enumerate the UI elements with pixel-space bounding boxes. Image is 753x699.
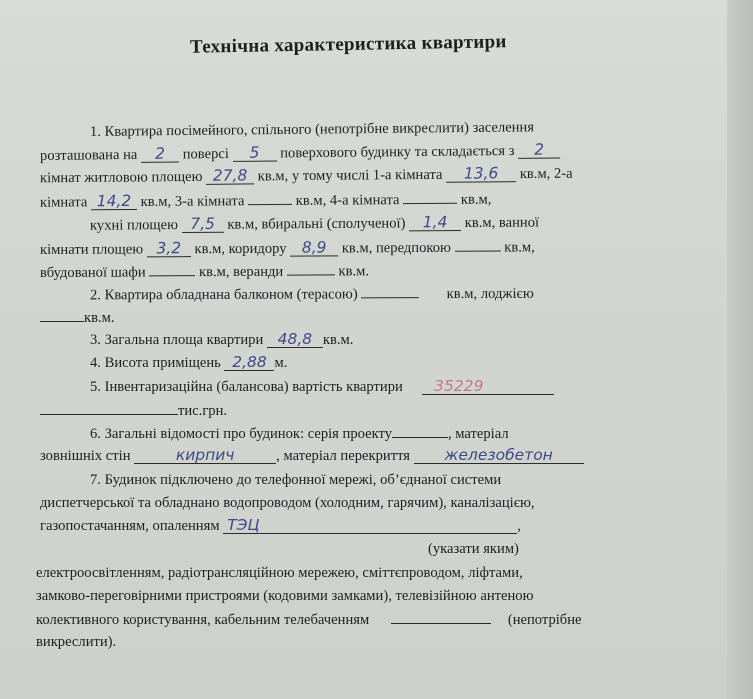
text: газопостачанням, опаленням [40,518,220,534]
text: кв.м, [504,239,535,256]
line-17 [40,495,753,512]
line-5 [90,212,753,234]
text: кв.м, коридору [194,240,287,258]
text: кімната [39,194,88,211]
field-floor-material[interactable]: железобетон [414,448,584,464]
text: електроосвітленням, радіотрансляційною мережею, сміттєпроводом, ліфтами, [36,565,523,581]
field-height[interactable]: 2,88 [224,355,274,371]
line-13 [40,402,753,420]
line-23 [36,634,753,651]
text: кухні площею [89,217,179,234]
text: викреслити). [36,634,117,650]
field-rooms[interactable]: 2 [518,142,560,158]
text: розташована на [39,146,138,164]
text: кв.м, лоджією [446,285,534,303]
text: поверсі [182,145,229,163]
line-7 [40,260,753,282]
field-floors-total[interactable]: 5 [232,145,276,161]
text: кв.м, передпокою [341,239,451,257]
field-inventory-value[interactable]: 35229 [422,379,554,395]
text: замково-переговірними пристроями (кодовими замками), телевізійною антеною [36,588,534,604]
text: кв.м, 4-а кімната [295,192,400,209]
line-4 [40,188,753,211]
line-18 [40,518,753,535]
text: , матеріал перекриття [276,448,410,464]
text: м. [274,355,288,371]
line-3 [40,164,753,188]
line-21 [36,588,753,605]
field-balcony[interactable] [361,285,419,298]
text: диспетчерської та обладнано водопроводом (холодним, гарячим), каналізацією, [40,495,535,511]
field-kitchen[interactable]: 7,5 [182,217,224,233]
line-10 [90,332,753,349]
line-8 [90,284,753,305]
field-toilet[interactable]: 1,4 [409,215,461,231]
text: 4. Висота приміщень [90,355,221,371]
text: кв.м, ванної [464,214,540,232]
text: кв.м, 3-а кімната [140,193,245,210]
line-6 [40,237,753,259]
text: , [517,518,521,534]
field-bathroom[interactable]: 3,2 [147,241,191,257]
line-14 [90,425,753,443]
text: 5. Інвентаризаційна (балансова) вартість квартири [90,379,403,395]
text: тис.грн. [178,403,228,419]
field-project-series[interactable] [392,425,448,438]
text: 2. Квартира обладнана балконом (терасою) [89,286,358,304]
line-12 [90,379,753,396]
text: (указати яким) [428,541,519,557]
field-total-area[interactable]: 48,8 [267,332,323,348]
line-19 [428,541,753,558]
text: 1. Квартира посімейного, спільного (непотрібне викреслити) заселення [89,119,535,140]
field-inventory-value-cont[interactable] [40,402,178,415]
field-wall-material[interactable]: кирпич [134,448,276,464]
page-title: Технічна характеристика квартири [189,31,507,58]
text: кв.м. [84,310,115,326]
text: 3. Загальна площа квартири [90,332,264,348]
field-veranda[interactable] [287,262,335,275]
text: колективного користування, кабельним телебаченням [36,612,370,628]
line-1 [90,116,753,141]
field-wardrobe[interactable] [149,263,195,276]
text: , матеріал [448,426,509,442]
field-hallway[interactable] [455,239,501,252]
text: кв.м, у тому числі 1-а кімната [257,166,443,185]
field-heating[interactable]: ТЭЦ [223,518,517,534]
line-2 [40,140,753,165]
line-16 [90,472,753,489]
field-loggia[interactable] [40,309,84,322]
field-room-1[interactable]: 13,6 [446,166,516,183]
text: поверхового будинку та складається з [280,142,515,162]
field-cable-tv[interactable] [391,611,491,624]
text: 7. Будинок підключено до телефонної мережі, об’єднаної системи [90,472,502,488]
line-11 [90,355,753,372]
field-room-4[interactable] [403,191,457,204]
text: зовнішніх стін [40,448,131,464]
text: кв.м, [460,191,492,208]
text: кімнати площею [39,241,144,258]
text: кв.м, вбиральні (сполученої) [227,215,406,233]
field-room-2[interactable]: 14,2 [91,194,137,210]
text: вбудованої шафи [39,264,146,281]
text: кімнат житловою площею [39,168,203,187]
field-room-3[interactable] [248,192,292,205]
line-20 [36,565,753,582]
line-9 [40,309,753,327]
line-15 [40,448,753,465]
field-corridor[interactable]: 8,9 [290,240,338,256]
text: 6. Загальні відомості про будинок: серія проекту [90,426,392,442]
text: кв.м. [338,263,370,280]
text: кв.м, веранди [198,263,284,281]
text: (непотрібне [507,612,582,628]
text: кв.м. [322,332,354,348]
field-living-area[interactable]: 27,8 [206,168,254,184]
line-22 [36,611,753,629]
text: кв.м, 2-а [519,165,573,183]
field-floor[interactable]: 2 [141,146,179,162]
